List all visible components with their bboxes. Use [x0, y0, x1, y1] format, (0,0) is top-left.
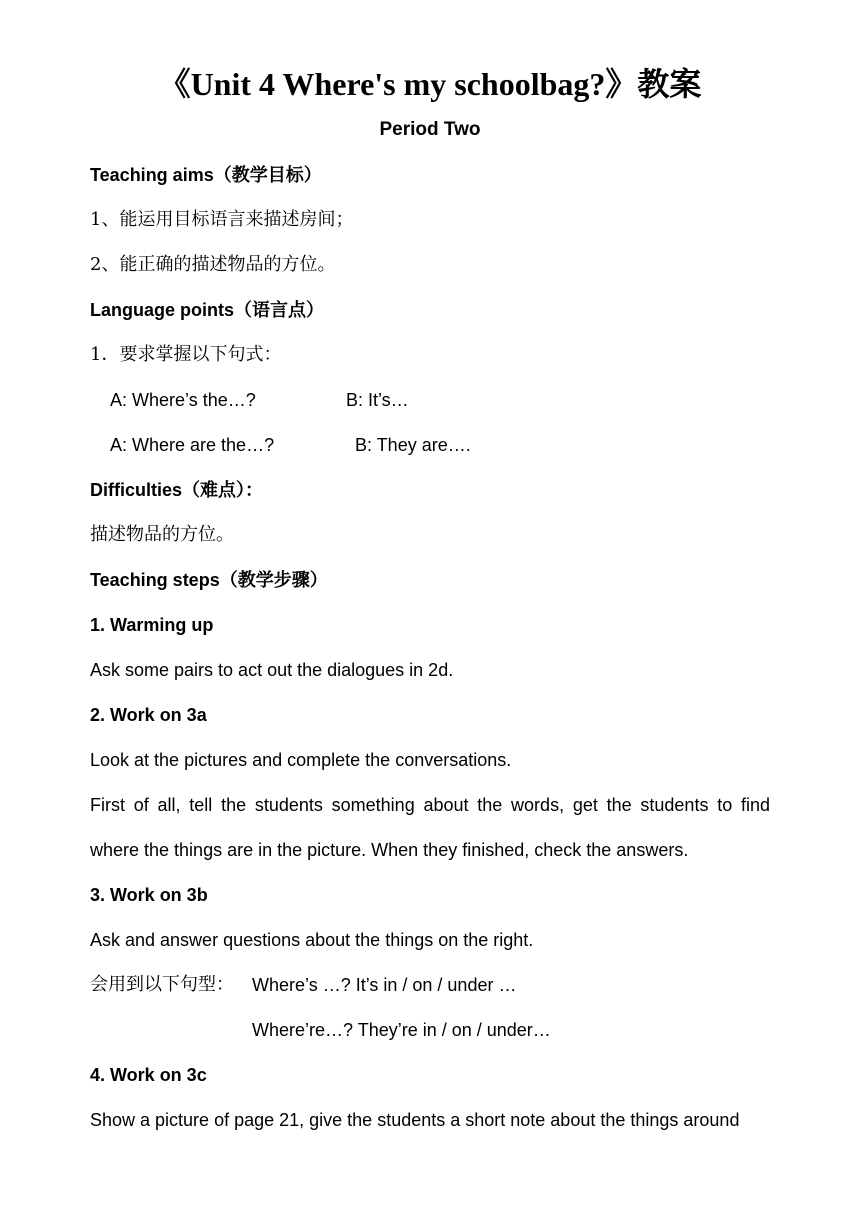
difficulties-heading: Difficulties（难点）：	[90, 480, 264, 500]
step-text: where the things are in the picture. When they finished, check the answers.	[90, 840, 689, 860]
step-title: 3. Work on 3b	[90, 885, 208, 905]
step-text: Ask and answer questions about the things on the right.	[90, 930, 534, 950]
pattern-label: 会用到以下句型：	[90, 974, 234, 995]
step-text: Ask some pairs to act out the dialogues in 2d.	[90, 660, 454, 680]
sentence-pattern-a: A: Where are the…?	[110, 435, 275, 455]
teaching-aim-item: 2、能正确的描述物品的方位。	[90, 254, 336, 275]
pattern-sentence: Where’s …? It’s in / on / under …	[252, 975, 517, 995]
step-title: 4. Work on 3c	[90, 1065, 207, 1085]
pattern-sentence: Where’re…? They’re in / on / under…	[252, 1020, 551, 1040]
teaching-aims-heading: Teaching aims（教学目标）	[90, 165, 322, 185]
language-points-heading: Language points（语言点）	[90, 300, 324, 320]
document-title: 《Unit 4 Where's my schoolbag?》教案	[158, 66, 702, 102]
sentence-pattern-b: B: It’s…	[346, 390, 409, 410]
sentence-pattern-b: B: They are….	[355, 435, 471, 455]
step-title: 1. Warming up	[90, 615, 214, 635]
document-subtitle: Period Two	[379, 119, 481, 140]
language-points-intro: 1．要求掌握以下句式：	[90, 344, 282, 365]
teaching-aim-item: 1、能运用目标语言来描述房间；	[90, 209, 354, 230]
step-text: Show a picture of page 21, give the students a short note about the things around	[90, 1110, 740, 1130]
step-text: First of all, tell the students something about the words, get the students to find	[90, 795, 770, 815]
step-title: 2. Work on 3a	[90, 705, 207, 725]
step-text: Look at the pictures and complete the conversations.	[90, 750, 512, 770]
sentence-pattern-a: A: Where’s the…?	[110, 390, 256, 410]
teaching-steps-heading: Teaching steps（教学步骤）	[90, 570, 328, 590]
difficulties-text: 描述物品的方位。	[90, 524, 234, 545]
